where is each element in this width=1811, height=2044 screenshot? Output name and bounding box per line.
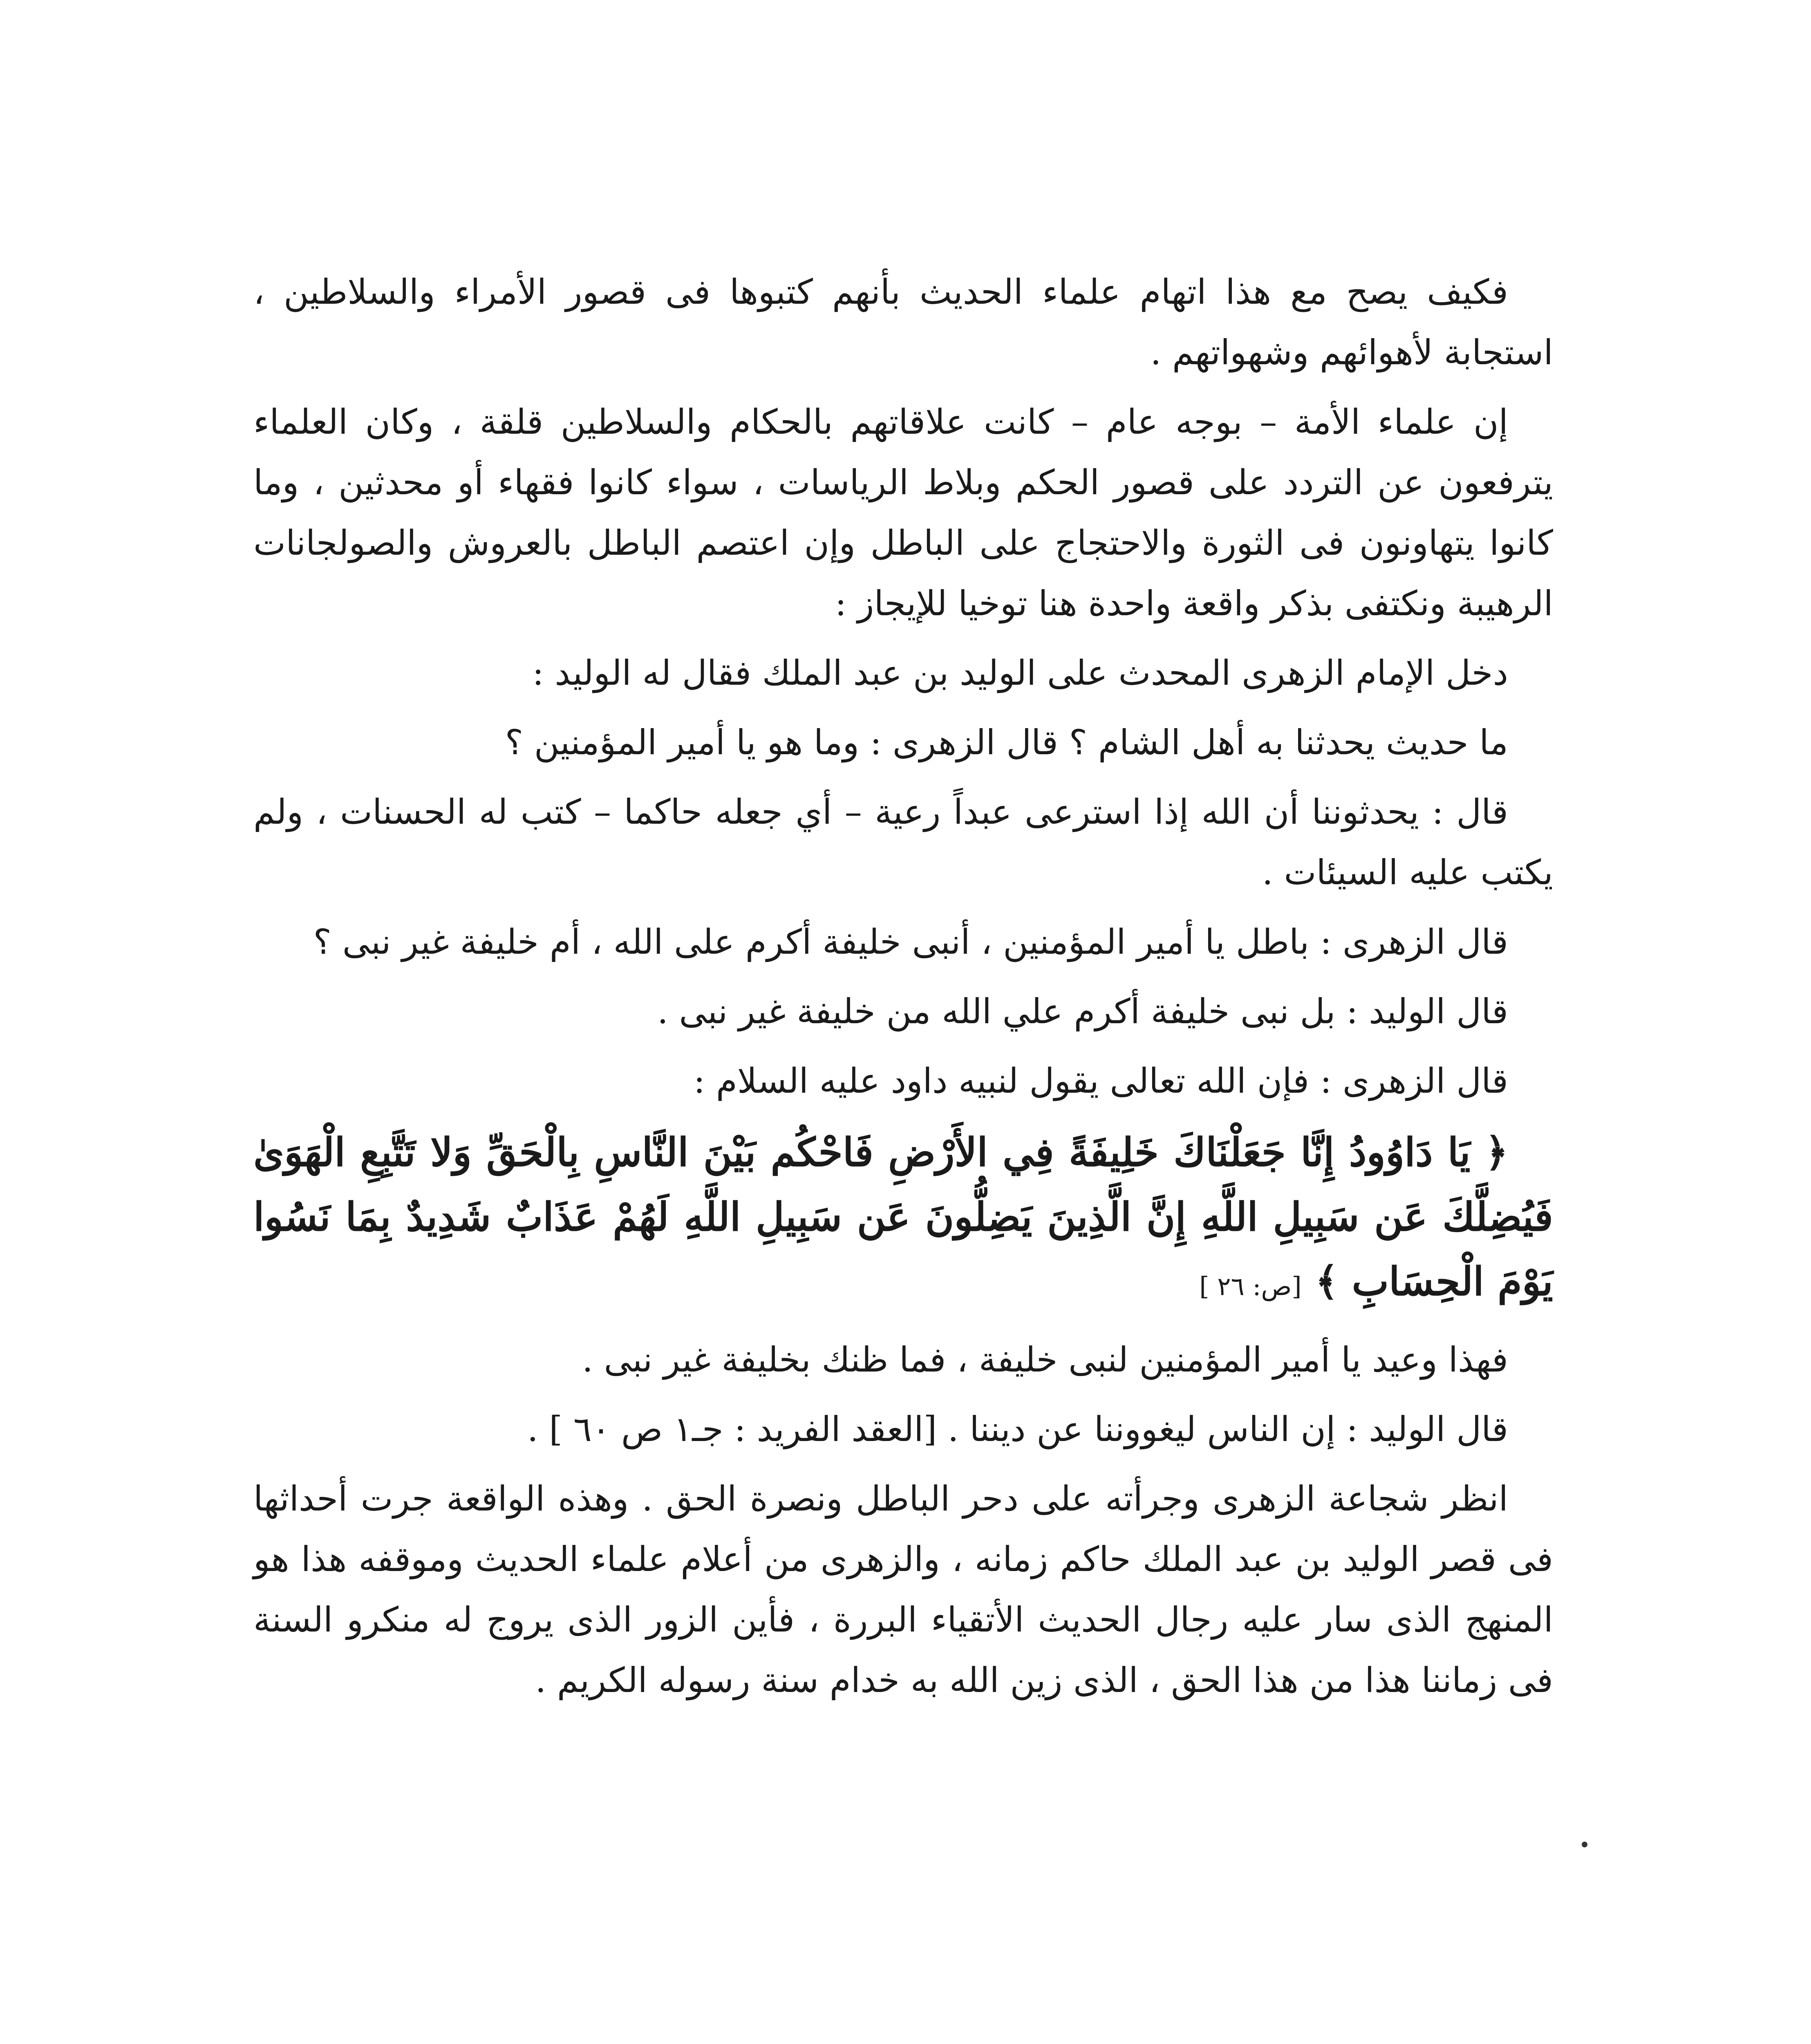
paragraph-6: قال الزهرى : باطل يا أمير المؤمنين ، أنبى خليفة أكرم على الله ، أم خليفة غير نبى ؟	[313, 922, 1508, 962]
paragraph-5: قال : يحدثوننا أن الله إذا استرعى عبداً رعية – أي جعله حاكما – كتب له الحسنات ، ولم يكتب عليه السيئات .	[253, 792, 1553, 892]
verse-close-bracket: ﴾	[1315, 1258, 1339, 1304]
verse-reference: [ص: ٢٦ ]	[1199, 1271, 1302, 1301]
paragraph-2: إن علماء الأمة – بوجه عام – كانت علاقاتهم بالحكام والسلاطين قلقة ، وكان العلماء يترفعون عن التردد على قصور الحكم وبلاط الرياسات ، سواء كانوا فقهاء أو محدثين ، وما كانوا يتهاونون فى الثورة والاحتجاج على الباطل وإن اعتصم الباطل بالعروش والصولجانات الرهيبة ونكتفى بذكر واقعة واحدة هنا توخيا للإيجاز :	[253, 402, 1553, 623]
paragraph-1: فكيف يصح مع هذا اتهام علماء الحديث بأنهم كتبوها فى قصور الأمراء والسلاطين ، استجابة لأهوائهم وشهواتهم .	[253, 272, 1553, 372]
paragraph-10: قال الوليد : إن الناس ليغووننا عن ديننا . [العقد الفريد : جـ١ ص ٦٠ ] .	[527, 1409, 1508, 1449]
quran-verse	[253, 1120, 1553, 1319]
margin-dot	[1582, 1842, 1587, 1847]
paragraph-7: قال الوليد : بل نبى خليفة أكرم علي الله من خليفة غير نبى .	[657, 991, 1508, 1031]
paragraph-9: فهذا وعيد يا أمير المؤمنين لنبى خليفة ، فما ظنك بخليفة غير نبى .	[582, 1340, 1508, 1380]
paragraph-11: انظر شجاعة الزهرى وجرأته على دحر الباطل ونصرة الحق . وهذه الواقعة جرت أحداثها فى قصر الوليد بن عبد الملك حاكم زمانه ، والزهرى من أعلام علماء الحديث وموقفه هذا هو المنهج الذى سار عليه رجال الحديث الأتقياء البررة ، فأين الزور الذى يروج له منكرو السنة فى زماننا هذا من هذا الحق ، الذى زين الله به خدام سنة رسوله الكريم .	[253, 1479, 1553, 1700]
verse-open-bracket: ﴿	[1485, 1129, 1508, 1175]
paragraph-8: قال الزهرى : فإن الله تعالى يقول لنبيه داود عليه السلام :	[693, 1061, 1508, 1101]
paragraph-4: ما حديث يحدثنا به أهل الشام ؟ قال الزهرى : وما هو يا أمير المؤمنين ؟	[505, 722, 1508, 762]
verse-text: يَا دَاوُودُ إِنَّا جَعَلْنَاكَ خَلِيفَةً فِي الأَرْضِ فَاحْكُم بَيْنَ النَّاسِ بِالْحَقِّ وَلا تَتَّبِعِ الْهَوَىٰ فَيُضِلَّكَ عَن سَبِيلِ اللَّهِ إِنَّ الَّذِينَ يَضِلُّونَ عَن سَبِيلِ اللَّهِ لَهُمْ عَذَابٌ شَدِيدٌ بِمَا نَسُوا يَوْمَ الْحِسَابِ	[253, 1129, 1554, 1304]
paragraph-3: دخل الإمام الزهرى المحدث على الوليد بن عبد الملك فقال له الوليد :	[532, 653, 1508, 693]
body-text	[253, 262, 1553, 1719]
